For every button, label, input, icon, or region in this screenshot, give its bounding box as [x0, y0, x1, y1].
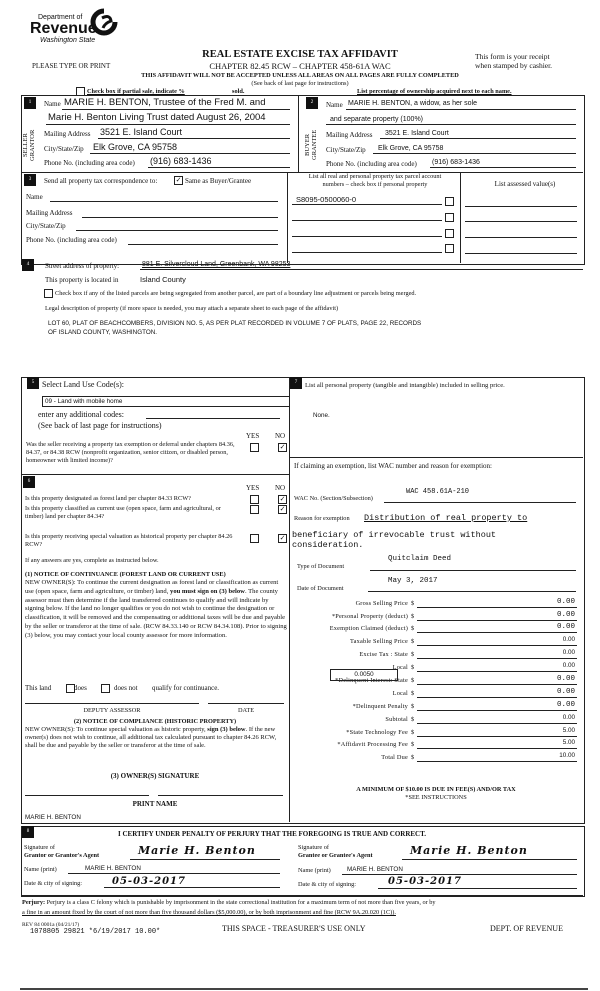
receipt-note-2: when stamped by cashier. [475, 61, 553, 70]
logo-main-text: Revenue [30, 20, 97, 37]
seller-name-label: Name [44, 100, 61, 108]
notice-compliance-text: NEW OWNER(S): To continue special valuation as historic property, sign (3) below. If the new owner(s) does not wish to continue, all additional tax calculated pursuant to chapter 84.26 RCW, shall be due and payable by the seller or transferor at the time of sale. [25, 726, 277, 749]
additional-codes-label: enter any additional codes: [38, 410, 124, 419]
corr-city-label: City/State/Zip [26, 222, 66, 230]
doc-date-value[interactable]: May 3, 2017 [388, 577, 438, 585]
buyer-city[interactable]: Elk Grove, CA 95758 [378, 145, 444, 152]
logo-sub-text: Washington State [40, 37, 96, 44]
grantor-name-label: Name (print) [24, 866, 57, 873]
county[interactable]: Island County [140, 275, 186, 284]
amount-label: *State Technology Fee [346, 729, 408, 736]
historic-no-checkbox[interactable]: ✓ [279, 534, 286, 542]
seller-name-2[interactable]: Marie H. Benton Living Trust dated August 26, 2004 [48, 112, 266, 123]
amount-value[interactable]: 0.00 [556, 623, 575, 631]
buyer-mail-label: Mailing Address [326, 131, 373, 139]
buyer-phone[interactable]: (916) 683-1436 [432, 159, 480, 166]
grantee-name-label: Name (print) [298, 867, 331, 874]
currency-symbol: $ [411, 690, 415, 697]
logo-top-text: Department of [38, 14, 83, 21]
buyer-name-label: Name [326, 101, 343, 109]
amount-label: Gross Selling Price [355, 600, 408, 607]
parcel-number[interactable]: S8095-0500060-0 [296, 195, 357, 204]
currency-symbol: $ [411, 664, 415, 671]
amount-value[interactable]: 0.00 [556, 611, 575, 619]
see-back-text: (See back of last page for instructions) [38, 421, 162, 430]
grantee-signature[interactable]: Marie H. Benton [410, 844, 528, 857]
dept-revenue-label: DEPT. OF REVENUE [490, 924, 563, 933]
historic-question: Is this property receiving special valuation as historical property per chapter 84.26 RCW? [25, 533, 233, 548]
seller-city[interactable]: Elk Grove, CA 95758 [93, 142, 178, 152]
cashier-stamp: 1078805 29821 *6/19/2017 10.00* [30, 928, 161, 936]
seller-side-label: SELLER GRANTOR [22, 129, 36, 161]
amount-value[interactable]: 0.00 [556, 598, 575, 606]
current-use-question: Is this property classified as current use (open space, farm and agricultural, or timber) land per chapter 84.34? [25, 505, 221, 520]
corr-phone-label: Phone No. (including area code) [26, 236, 117, 244]
amount-label: *Affidavit Processing Fee [337, 741, 408, 748]
perjury-line2: a fine in an amount fixed by the court of not more than five thousand dollars ($5,000.00), or by both imprisonment and fine (RCW 9A.20.020 (1C)). [22, 909, 396, 916]
currency-symbol: $ [411, 613, 415, 620]
parcel-header-1: List all real and personal property tax parcel account [308, 173, 442, 180]
assessed-header: List assessed value(s) [494, 180, 556, 188]
amount-value[interactable]: 10.00 [559, 752, 575, 759]
wac-label: WAC No. (Section/Subsection) [294, 495, 373, 502]
seller-phone-label: Phone No. (including area code) [44, 159, 135, 167]
doc-type-label: Type of Document [297, 563, 345, 570]
form-title: REAL ESTATE EXCISE TAX AFFIDAVIT [202, 49, 398, 60]
exemption-claim-label: If claiming an exemption, list WAC number and reason for exemption: [294, 462, 492, 470]
corr-mail-field[interactable] [82, 217, 278, 218]
buyer-name-2[interactable]: and separate property (100%) [330, 116, 423, 123]
grantor-name[interactable]: MARIE H. BENTON [85, 865, 141, 872]
notice-compliance-title: (2) NOTICE OF COMPLIANCE (HISTORIC PROPERTY) [73, 718, 237, 725]
partial-sale-label: Check box if partial sale, indicate % [87, 88, 185, 95]
amount-value[interactable]: 0.00 [556, 688, 575, 696]
personal-property-checkbox[interactable] [445, 229, 454, 238]
forest-no-checkbox[interactable]: ✓ [279, 495, 286, 503]
if-yes-note: If any answers are yes, complete as instructed below. [25, 557, 159, 564]
form-chapter: CHAPTER 82.45 RCW – CHAPTER 458-61A WAC [209, 61, 391, 71]
personal-property-checkbox[interactable] [445, 213, 454, 222]
section-number: 5 [27, 377, 39, 389]
no-header: NO [275, 432, 286, 440]
doc-type-value[interactable]: Quitclaim Deed [388, 555, 452, 563]
grantor-signature[interactable]: Marie H. Benton [138, 844, 256, 857]
receipt-note-1: This form is your receipt [475, 52, 550, 61]
amount-label: *Personal Property (deduct) [331, 613, 408, 620]
buyer-city-label: City/State/Zip [326, 146, 366, 154]
reason-line2[interactable]: beneficiary of irrevocable trust without [292, 530, 497, 540]
grantor-agent-label: Grantor or Grantor's Agent [24, 852, 100, 859]
section-number: 6 [23, 476, 35, 488]
yes-header: YES [246, 484, 260, 492]
assessed-value-field[interactable] [465, 221, 577, 222]
seller-city-label: City/State/Zip [44, 145, 84, 153]
reason-line1[interactable]: Distribution of real property to [364, 513, 528, 523]
grantee-sig-of-label: Signature of [298, 844, 329, 851]
street-address[interactable]: 881 E. Silvercloud Land, Greenbank, WA 98253 [142, 261, 291, 268]
please-type-text: PLEASE TYPE OR PRINT [32, 62, 111, 70]
personal-property-checkbox[interactable] [445, 197, 454, 206]
same-as-buyer-checkbox[interactable]: ✓ [175, 176, 182, 184]
does-not-checkbox[interactable] [101, 684, 110, 693]
legal-description-line1[interactable]: LOT 60, PLAT OF BEACHCOMBERS, DIVISION NO. 5, AS PER PLAT RECORDED IN VOLUME 7 OF PLATS, PAGE 22, RECORDS [48, 320, 422, 327]
currency-symbol: $ [411, 729, 415, 736]
buyer-side-label: BUYER GRANTEE [304, 129, 318, 161]
divider [298, 95, 299, 172]
send-correspondence-label: Send all property tax correspondence to: [44, 177, 158, 185]
grantor-sig-of-label: Signature of [24, 844, 55, 851]
section-number: 8 [22, 826, 34, 838]
current-use-no-checkbox[interactable]: ✓ [279, 505, 286, 513]
doc-date-label: Date of Document [297, 585, 344, 592]
corr-phone-field[interactable] [128, 244, 278, 245]
perjury-line1: Perjury: Perjury is a class C felony which is punishable by imprisonment in the state correctional institution for a maximum term of not more than five years, or by [22, 899, 436, 906]
see-instructions-note: *SEE INSTRUCTIONS [405, 794, 467, 801]
corr-city-field[interactable] [76, 230, 278, 231]
exemption-no-checkbox[interactable]: ✓ [279, 443, 286, 451]
amount-label: Exemption Claimed (deduct) [329, 625, 408, 632]
seller-name-1[interactable]: MARIE H. BENTON, Trustee of the Fred M. and [64, 97, 266, 108]
personal-property-value[interactable]: None. [313, 412, 330, 419]
reason-line3[interactable]: consideration. [292, 540, 364, 550]
grantor-date-label: Date & city of signing: [24, 880, 83, 887]
notice-continuance-text: NEW OWNER(S): To continue the current designation as forest land or classification as current use (open space, farm and agriculture, or timber) land, you must sign on (3) below. The county assessor must then determine if the land transferred continues to qualify and will indicate by signing below. If the land no longer qualifies or you do not wish to continue the designation or classification, it will be removed and the compensating or additional taxes will be due and payable by the seller or transferor at the time of sale. (RCW 84.33.140 or RCW 84.34.108). Prior to signing (3) below, you may contact your local county assessor for more information. [25, 579, 287, 639]
current-use-yes-checkbox[interactable] [250, 505, 259, 514]
amount-label: Local [392, 664, 408, 671]
amount-value[interactable]: 0.00 [562, 662, 575, 669]
land-use-select[interactable]: 09 - Land with mobile home [42, 396, 290, 407]
grantee-date-label: Date & city of signing: [298, 881, 357, 888]
qualify-label: qualify for continuance. [152, 684, 220, 692]
form-revision: REV 84 0001a (04/21/17) [22, 922, 80, 928]
currency-symbol: $ [411, 651, 415, 658]
street-label: Street address of property: [45, 262, 120, 270]
wac-number[interactable]: WAC 458.61A-210 [406, 488, 470, 496]
section-number: 1 [24, 97, 36, 109]
assessed-value-field[interactable] [465, 253, 577, 254]
corr-mail-label: Mailing Address [26, 209, 73, 217]
forest-land-question: Is this property designated as forest land per chapter 84.33 RCW? [25, 495, 191, 502]
print-name-value[interactable]: MARIE H. BENTON [25, 814, 81, 821]
section-number: 2 [306, 97, 318, 109]
this-land-label: This land [25, 684, 52, 692]
currency-symbol: $ [411, 754, 415, 761]
seller-mail-label: Mailing Address [44, 130, 91, 138]
currency-symbol: $ [411, 638, 415, 645]
exemption-yes-checkbox[interactable] [250, 443, 259, 452]
parcel-header-2: numbers – check box if personal property [322, 181, 428, 188]
land-use-label: Select Land Use Code(s): [42, 380, 124, 389]
grantee-date[interactable]: 05-03-2017 [388, 876, 462, 887]
no-header: NO [275, 484, 286, 492]
reason-label: Reason for exemption [294, 515, 350, 522]
amount-value[interactable]: 0.00 [556, 701, 575, 709]
grantee-name[interactable]: MARIE H. BENTON [347, 866, 403, 873]
amount-value[interactable]: 0.00 [556, 675, 575, 683]
currency-symbol: $ [411, 625, 415, 632]
buyer-mail[interactable]: 3521 E. Island Court [385, 130, 449, 137]
section-number: 3 [24, 174, 36, 186]
forest-yes-checkbox[interactable] [250, 495, 259, 504]
owner-signature-line[interactable] [25, 795, 149, 796]
certify-statement: I CERTIFY UNDER PENALTY OF PERJURY THAT THE FOREGOING IS TRUE AND CORRECT. [118, 830, 427, 838]
legal-description-line2[interactable]: OF ISLAND COUNTY, WASHINGTON. [48, 329, 158, 336]
amount-value[interactable]: 5.00 [562, 727, 575, 734]
exemption-question: Was the seller receiving a property tax exemption or deferral under chapters 84.36, 84.37, or 84.38 RCW (nonprofit organization, senior citizen, or disabled person, homeowner with limited income)? [26, 441, 235, 464]
buyer-phone-label: Phone No. (including area code) [326, 160, 417, 168]
currency-symbol: $ [411, 600, 415, 607]
currency-symbol: $ [411, 716, 415, 723]
section-number: 4 [22, 259, 34, 271]
amount-label: Total Due [381, 754, 408, 761]
currency-symbol: $ [411, 677, 415, 684]
print-name-label: PRINT NAME [132, 800, 178, 808]
yes-header: YES [246, 432, 260, 440]
logo-emblem-icon [90, 8, 118, 36]
deputy-assessor-line[interactable] [25, 703, 199, 704]
local-rate-input[interactable]: 0.0050 [330, 669, 398, 681]
corr-name-label: Name [26, 193, 43, 201]
currency-symbol: $ [411, 741, 415, 748]
amount-value[interactable]: 0.00 [562, 714, 575, 721]
does-not-label: does not [114, 684, 138, 692]
corr-name-field[interactable] [50, 201, 278, 202]
amount-value[interactable]: 0.00 [562, 649, 575, 656]
deputy-assessor-label: DEPUTY ASSESSOR [83, 707, 141, 714]
seller-phone[interactable]: (916) 683-1436 [150, 156, 212, 166]
amount-label: *Delinquent Interest: State [335, 677, 408, 684]
located-label: This property is located in [45, 276, 119, 284]
amount-label: Excise Tax : State [359, 651, 408, 658]
amount-label: Subtotal [385, 716, 408, 723]
minimum-fee-note: A MINIMUM OF $10.00 IS DUE IN FEE(S) AND/OR TAX [356, 786, 516, 793]
personal-property-checkbox[interactable] [445, 244, 454, 253]
segregated-label: Check box if any of the listed parcels are being segregated from another parcel, are part of a boundary line adjustment or parcels being merged. [55, 290, 417, 297]
amount-value[interactable]: 5.00 [562, 739, 575, 746]
warning-text: THIS AFFIDAVIT WILL NOT BE ACCEPTED UNLESS ALL AREAS ON ALL PAGES ARE FULLY COMPLETED [141, 72, 459, 79]
segregated-checkbox[interactable] [44, 289, 53, 298]
grantee-agent-label: Grantee or Grantee's Agent [298, 852, 373, 859]
does-label: does [74, 684, 87, 692]
currency-symbol: $ [411, 703, 415, 710]
amount-label: *Delinquent Penalty [352, 703, 408, 710]
ownership-note: List percentage of ownership acquired next to each name. [357, 88, 512, 95]
notice-continuance-title: (1) NOTICE OF CONTINUANCE (FOREST LAND OR CURRENT USE) [25, 571, 226, 578]
buyer-name-1[interactable]: MARIE H. BENTON, a widow, as her sole [348, 100, 478, 107]
see-back-text: (See back of last page for instructions) [251, 80, 349, 87]
amount-label: Taxable Selling Price [350, 638, 408, 645]
personal-property-label: List all personal property (tangible and intangible) included in selling price. [305, 382, 505, 389]
historic-yes-checkbox[interactable] [250, 534, 259, 543]
seller-mail[interactable]: 3521 E. Island Court [100, 127, 183, 137]
grantor-date[interactable]: 05-03-2017 [112, 876, 186, 887]
legal-description-label: Legal description of property (if more space is needed, you may attach a separate sheet to each page of the affidavit) [45, 305, 339, 312]
sold-label: sold. [232, 88, 245, 95]
assessed-value-field[interactable] [465, 206, 577, 207]
amount-label: Local [392, 690, 408, 697]
date-label: DATE [237, 707, 255, 714]
additional-codes-field[interactable] [146, 418, 280, 419]
owner-signature-label: (3) OWNER(S) SIGNATURE [110, 772, 200, 780]
amount-value[interactable]: 0.00 [562, 636, 575, 643]
assessed-value-field[interactable] [465, 237, 577, 238]
same-as-buyer-label: Same as Buyer/Grantee [185, 177, 252, 185]
treasurer-use-label: THIS SPACE - TREASURER'S USE ONLY [222, 924, 366, 933]
section-number: 7 [290, 377, 302, 389]
